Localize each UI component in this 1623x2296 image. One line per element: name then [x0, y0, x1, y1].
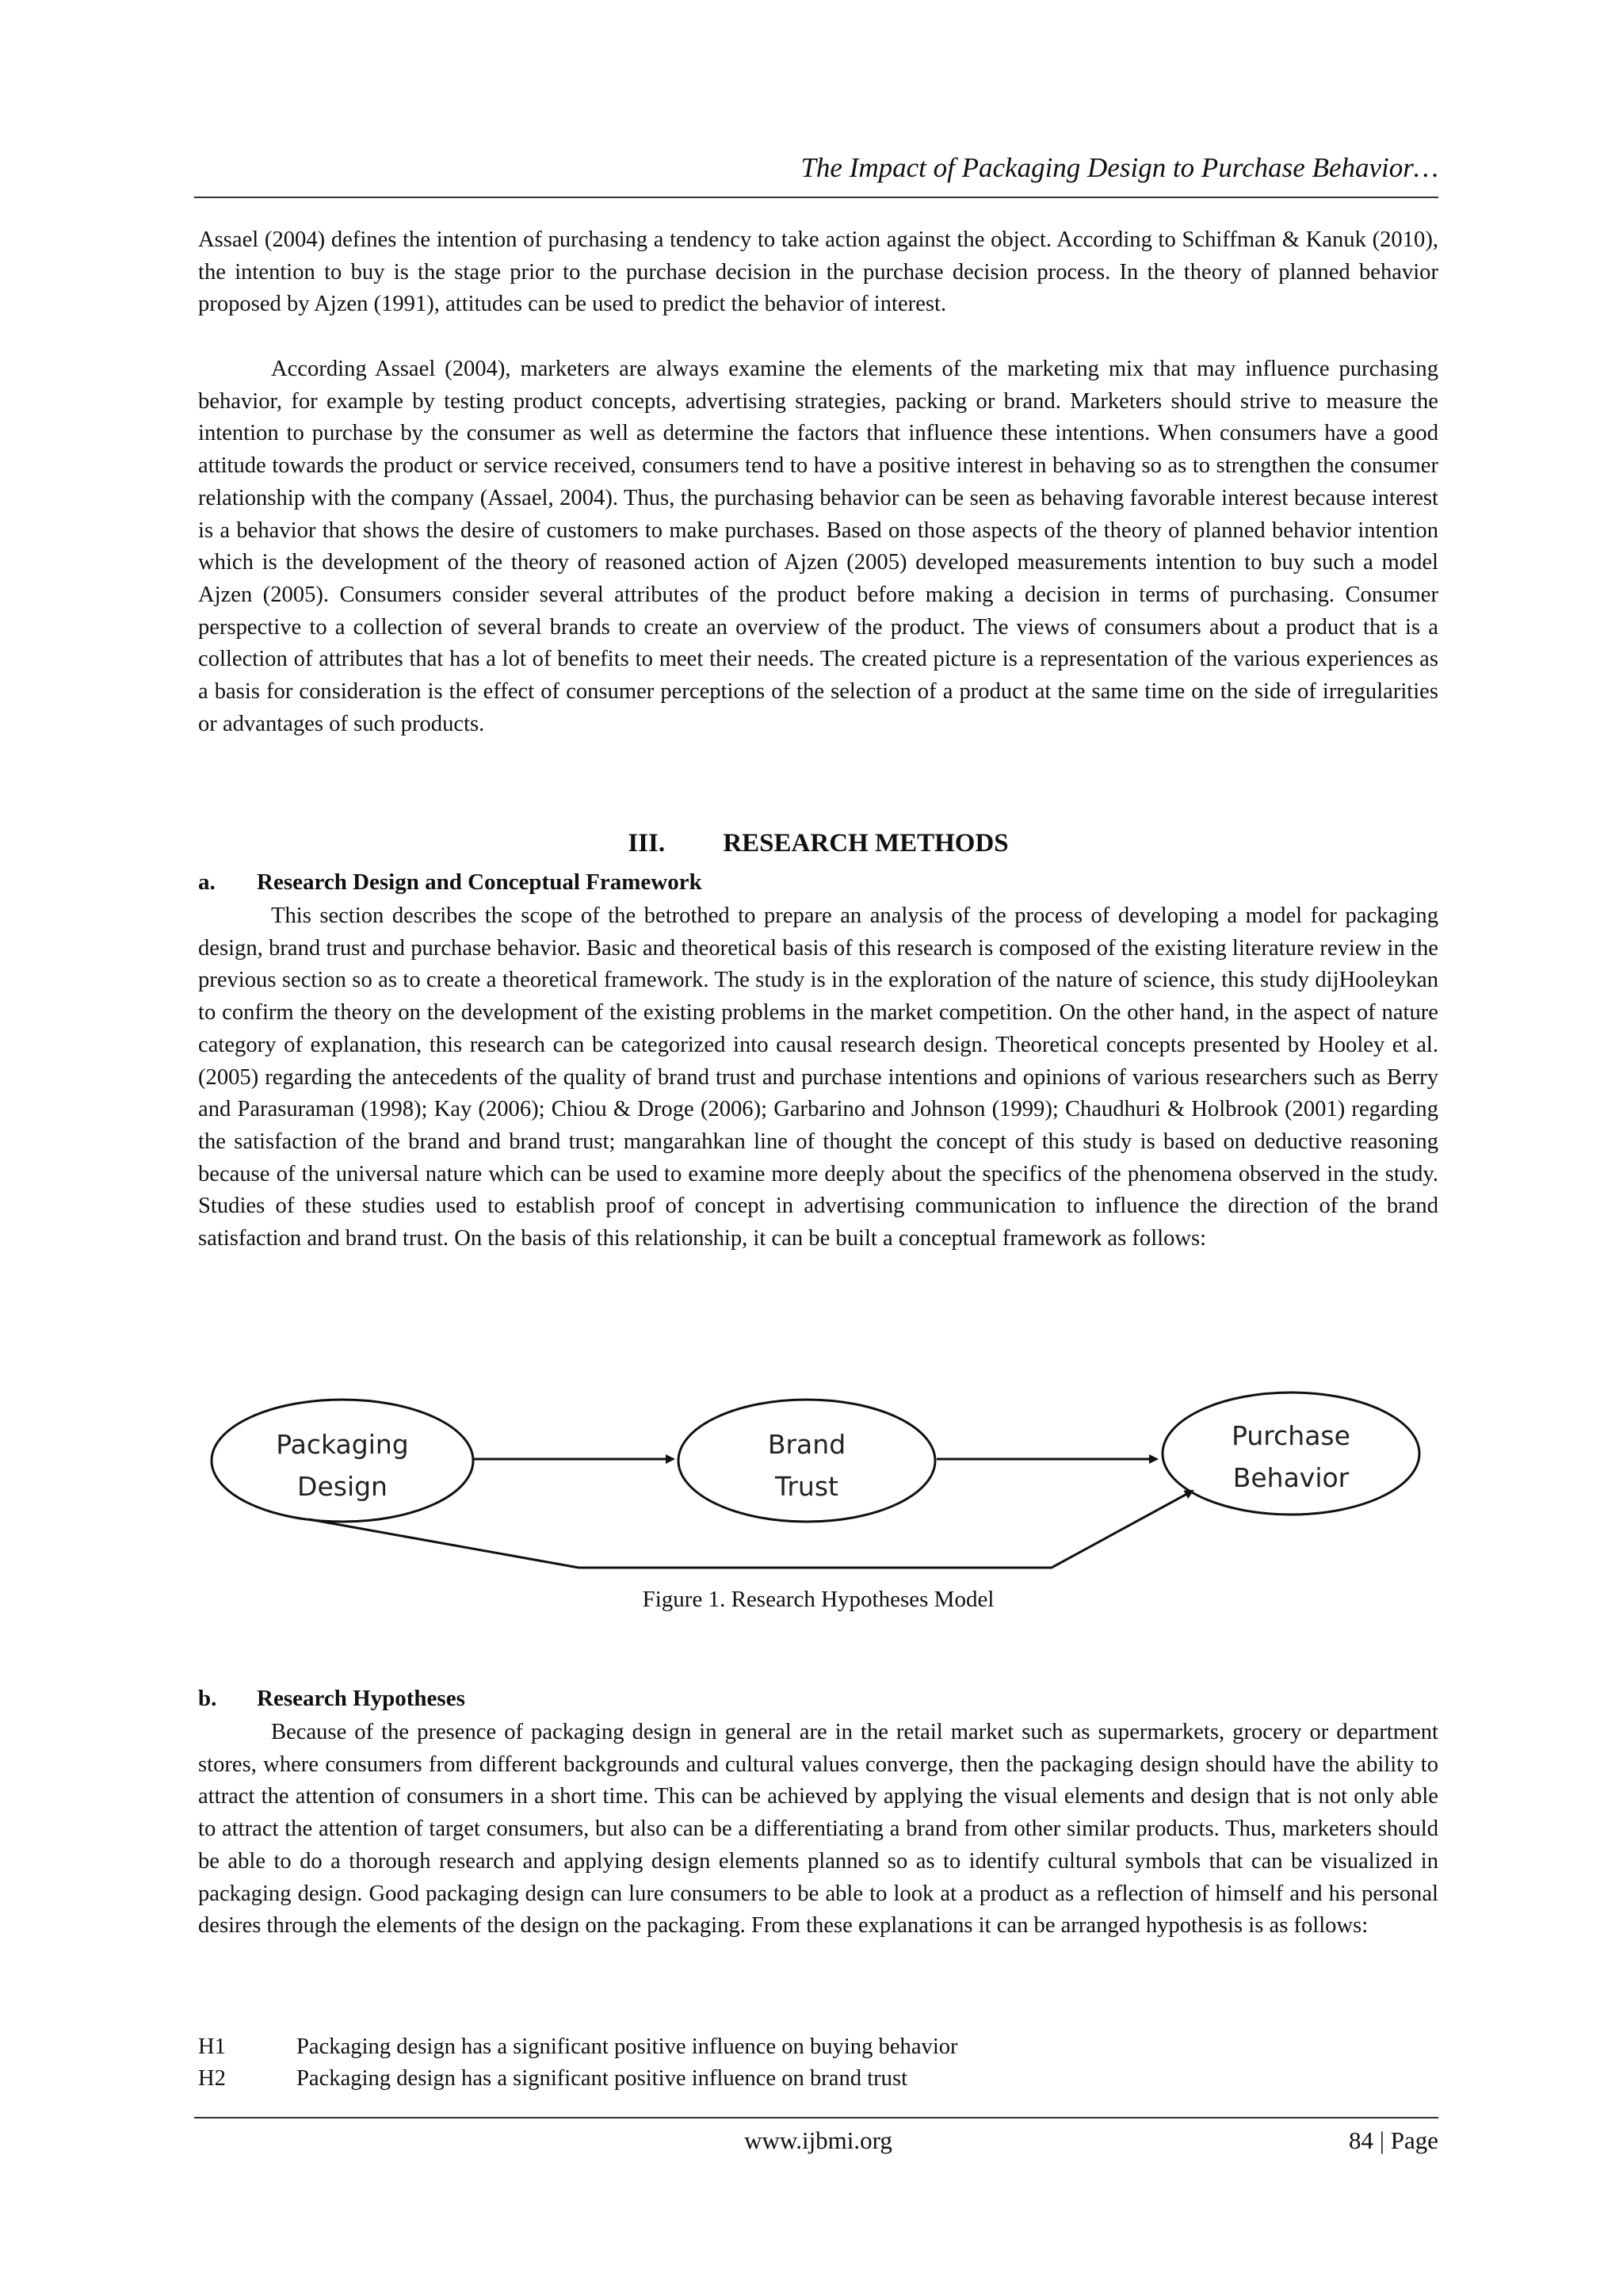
- node-packaging-design-line1: Packaging: [276, 1429, 409, 1460]
- research-hypotheses-diagram: [190, 1379, 1490, 1585]
- hypothesis-h2-text: Packaging design has a significant positive influence on brand trust: [296, 2066, 908, 2091]
- paragraph-intention-definition: Assael (2004) defines the intention of purchasing a tendency to take action against the object. According to Schiffman & Kanuk (2010), the intention to buy is the stage prior to the purchase decision in the purchase decision process. In the theory of planned behavior proposed by Ajzen (1991), attitudes can be used to predict the behavior of interest.: [198, 227, 1438, 317]
- paragraph-research-hypotheses: Because of the presence of packaging design in general are in the retail market such as supermarkets, grocery or department stores, where consumers from different backgrounds and cultural values converge, then the packaging design should have the ability to attract the attention of consumers in a short time. This can be achieved by applying the visual elements and design that is not only able to attract the attention of target consumers, but also can be a differentiating a brand from other similar products. Thus, marketers should be able to do a thorough research and applying design elements planned so as to identify cultural symbols that can be visualized in packaging design. Good packaging design can lure consumers to be able to look at a product as a reflection of himself and his personal desires through the elements of the design on the packaging. From these explanations it can be arranged hypothesis is as follows:: [198, 1720, 1438, 1939]
- subsection-b-title: Research Hypotheses: [257, 1686, 465, 1711]
- section-title: [198, 829, 1438, 858]
- node-brand-trust-line1: Brand: [767, 1429, 846, 1460]
- node-purchase-behavior: [1163, 1392, 1419, 1515]
- figure-caption: Figure 1. Research Hypotheses Model: [642, 1587, 995, 1612]
- section-number: III.: [628, 829, 666, 858]
- subsection-b-letter: b.: [198, 1686, 217, 1711]
- footer-url: www.ijbmi.org: [744, 2126, 892, 2154]
- node-brand-trust: [678, 1400, 935, 1522]
- paragraph-research-design: This section describes the scope of the betrothed to prepare an analysis of the process of developing a model for packaging design, brand trust and purchase behavior. Basic and theoretical basis of this research is composed of the existing literature review in the previous section so as to create a theoretical framework. The study is in the exploration of the nature of science, this study dijHooleykan to confirm the theory on the development of the existing problems in the market competition. On the other hand, in the aspect of nature category of explanation, this research can be categorized into causal research design. Theoretical concepts presented by Hooley et al. (2005) regarding the antecedents of the quality of brand trust and purchase intentions and opinions of various researchers such as Berry and Parasuraman (1998); Kay (2006); Chiou & Droge (2006); Garbarino and Johnson (1999); Chaudhuri & Holbrook (2001) regarding the satisfaction of the brand and brand trust; mangarahkan line of thought the concept of this study is based on deductive reasoning because of the universal nature which can be used to examine more deeply about the specifics of the phenomena observed in the study. Studies of these studies used to establish proof of concept in advertising communication to influence the direction of the brand satisfaction and brand trust. On the basis of this relationship, it can be built a conceptual framework as follows:: [198, 904, 1438, 1251]
- node-packaging-design: [212, 1400, 473, 1522]
- hypothesis-h2-id: H2: [198, 2066, 226, 2091]
- paragraph-marketing-mix: According Assael (2004), marketers are always examine the elements of the marketing mix that may influence purchasing behavior, for example by testing product concepts, advertising strategies, packing or brand. Marketers should strive to measure the intention to purchase by the consumer as well as determine the factors that influence these intentions. When consumers have a good attitude towards the product or service received, consumers tend to have a positive interest in behaving so as to strengthen the consumer relationship with the company (Assael, 2004). Thus, the purchasing behavior can be seen as behaving favorable interest because interest is a behavior that shows the desire of customers to make purchases. Based on those aspects of the theory of planned behavior intention which is the development of the theory of reasoned action of Ajzen (2005) developed measurements intention to buy such a model Ajzen (2005). Consumers consider several attributes of the product before making a decision in terms of purchasing. Consumer perspective to a collection of several brands to create an overview of the product. The views of consumers about a product that is a collection of attributes that has a lot of benefits to meet their needs. The created picture is a representation of the various experiences as a basis for consideration is the effect of consumer perceptions of the selection of a product at the same time on the side of irregularities or advantages of such products.: [198, 357, 1438, 736]
- footer-rule: [194, 2117, 1438, 2118]
- header-rule: [194, 197, 1438, 198]
- subsection-a-letter: a.: [198, 869, 216, 895]
- hypothesis-h1: [198, 2034, 958, 2060]
- node-packaging-design-line2: Design: [297, 1471, 388, 1502]
- subsection-a-title: Research Design and Conceptual Framework: [257, 869, 702, 895]
- subsection-a-heading: [198, 869, 702, 896]
- section-heading: RESEARCH METHODS: [723, 829, 1009, 858]
- node-purchase-behavior-line1: Purchase: [1232, 1420, 1350, 1451]
- hypothesis-h1-id: H1: [198, 2034, 226, 2059]
- running-title: The Impact of Packaging Design to Purchase Behavior…: [800, 152, 1438, 183]
- hypothesis-h2: [198, 2066, 907, 2092]
- page-number: 84 | Page: [1349, 2126, 1438, 2154]
- hypothesis-h1-text: Packaging design has a significant positive influence on buying behavior: [296, 2034, 958, 2059]
- subsection-b-heading: [198, 1686, 465, 1712]
- node-purchase-behavior-line2: Behavior: [1232, 1462, 1350, 1493]
- node-brand-trust-line2: Trust: [775, 1471, 838, 1502]
